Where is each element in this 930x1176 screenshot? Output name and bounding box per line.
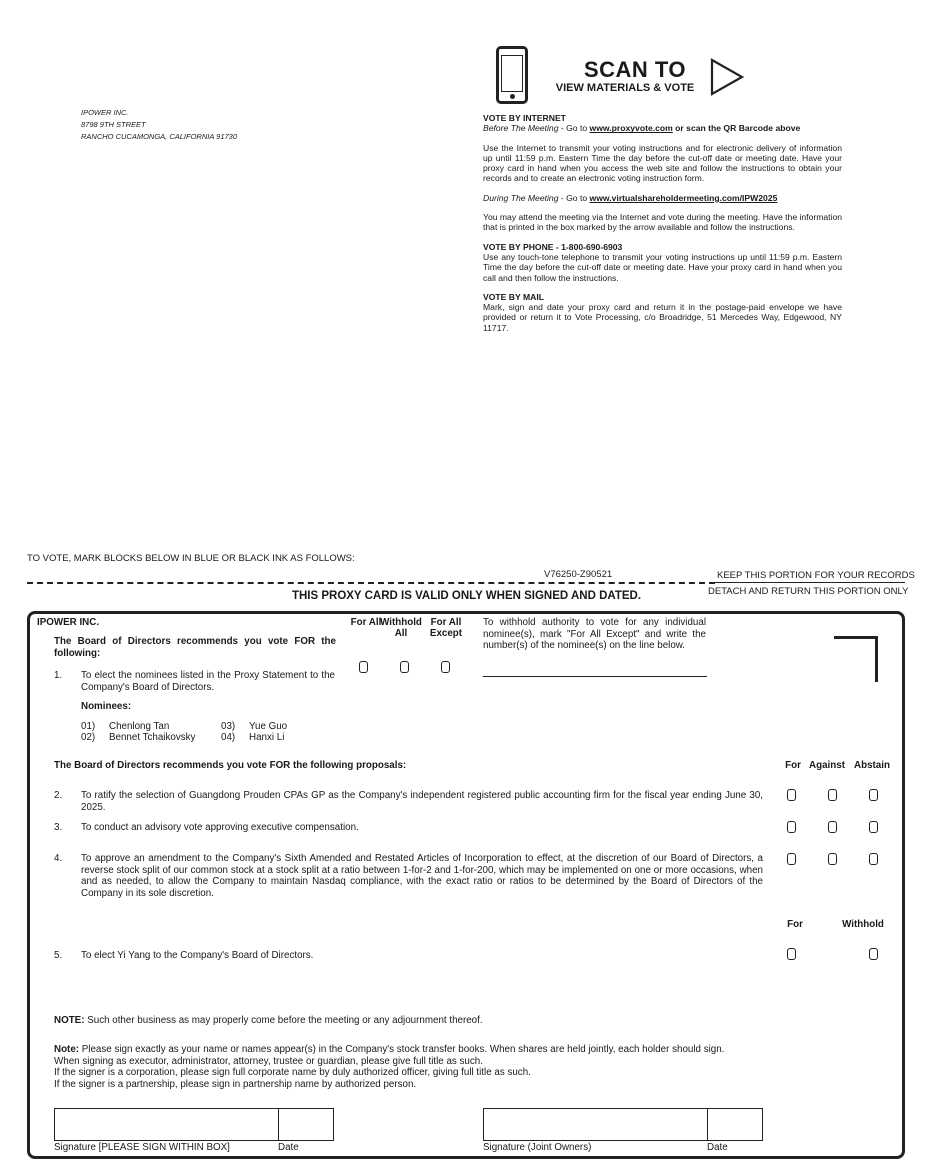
item5-text: To elect Yi Yang to the Company's Board of Directors. <box>81 950 314 961</box>
col-for: For <box>785 760 801 771</box>
proposal4-for-checkbox[interactable] <box>787 853 796 865</box>
vote-internet-section <box>483 113 842 333</box>
before-goto: - Go to <box>558 123 590 134</box>
col-withhold: Withhold <box>842 919 884 930</box>
note-line: If the signer is a corporation, please sign full corporate name by duly authorized officer, giving full title as such. <box>54 1067 531 1078</box>
col-abstain: Abstain <box>854 760 890 771</box>
proposals-recommendation: The Board of Directors recommends you vote FOR the following proposals: <box>54 760 407 771</box>
proxyvote-link[interactable]: www.proxyvote.com <box>589 123 673 134</box>
col-for-all-except: For All Except <box>429 617 463 639</box>
withhold-all-checkbox[interactable] <box>400 661 409 673</box>
proposal3-abstain-checkbox[interactable] <box>869 821 878 833</box>
col-withhold-all: Withhold All <box>380 617 422 639</box>
joint-signature-box[interactable] <box>483 1108 708 1141</box>
nominee-number: 01) <box>81 721 96 732</box>
col-for: For <box>787 919 803 930</box>
address-line: RANCHO CUCAMONGA, CALIFORNIA 91730 <box>81 132 238 141</box>
scan-title: SCAN TO <box>583 57 687 82</box>
proposal4-against-checkbox[interactable] <box>828 853 837 865</box>
return-address <box>81 107 237 143</box>
nominee-name: Yue Guo <box>249 721 288 732</box>
joint-signature-label: Signature (Joint Owners) <box>483 1142 592 1153</box>
withhold-note: To withhold authority to vote for any individual nominee(s), mark "For All Except" and write the number(s) of the nominee(s) on the line below. <box>483 617 706 651</box>
item5-withhold-checkbox[interactable] <box>869 948 878 960</box>
before-tail: or scan the QR Barcode above <box>672 123 801 134</box>
nominee-name: Chenlong Tan <box>109 721 170 732</box>
mail-body: Mark, sign and date your proxy card and return it in the postage-paid envelope we have provided or return it to Vote Processing, c/o Broadridge, 51 Mercedes Way, Edgewood, NY 11717. <box>483 302 842 333</box>
note-line: If the signer is a partnership, please sign in partnership name by authorized person. <box>54 1078 417 1090</box>
col-for-all: For All <box>350 617 382 628</box>
address-line: IPOWER INC. <box>81 108 129 117</box>
item1-text: To elect the nominees listed in the Proxy Statement to the Company's Board of Directors. <box>81 670 335 693</box>
item-number: 3. <box>54 822 63 833</box>
except-write-line[interactable] <box>483 676 707 677</box>
proposal2-for-checkbox[interactable] <box>787 789 796 801</box>
item-number: 1. <box>54 670 63 681</box>
note-other-business <box>54 1015 483 1027</box>
nominees-label: Nominees: <box>81 701 132 712</box>
date-box[interactable] <box>278 1108 334 1141</box>
item-number: 4. <box>54 853 63 864</box>
marking-instructions: TO VOTE, MARK BLOCKS BELOW IN BLUE OR BLACK INK AS FOLLOWS: <box>27 553 355 564</box>
play-arrow-icon <box>710 58 744 96</box>
signature-box[interactable] <box>54 1108 279 1141</box>
vote-mail-header: VOTE BY MAIL <box>483 291 544 302</box>
nominee-number: 04) <box>221 732 236 743</box>
during-meeting-label: During The Meeting <box>483 192 559 203</box>
note-text: Such other business as may properly come before the meeting or any adjournment thereof. <box>84 1015 483 1026</box>
date-label: Date <box>278 1142 299 1153</box>
signature-label: Signature [PLEASE SIGN WITHIN BOX] <box>54 1142 230 1153</box>
note-signing <box>54 1044 774 1090</box>
company-name: IPOWER INC. <box>37 617 100 628</box>
note-label: NOTE: <box>54 1015 85 1026</box>
board-recommendation: The Board of Directors recommends you vote FOR the following: <box>54 636 336 659</box>
before-meeting-line <box>483 123 842 133</box>
col-against: Against <box>809 760 845 771</box>
nominee-name: Hanxi Li <box>249 732 285 743</box>
for-all-checkbox[interactable] <box>359 661 368 673</box>
proposal3-against-checkbox[interactable] <box>828 821 837 833</box>
for-all-except-checkbox[interactable] <box>441 661 450 673</box>
detach-portion-text: DETACH AND RETURN THIS PORTION ONLY <box>708 586 909 597</box>
proposal-text: To approve an amendment to the Company's Sixth Amended and Restated Articles of Incorporation to effect, at the discretion of our Board of Directors, a reverse stock split of our common stock at a stock split at a ratio between 1-for-2 and 1-for-200, which may be implemented on one or more occasions, when and as needed, to allow the Company to maintain Nasdaq compliance, with the exact ratio or ratios to be determined by the Board of Directors of the Company in its sole discretion. <box>81 853 763 899</box>
scan-subtitle: VIEW MATERIALS & VOTE <box>555 82 695 94</box>
item-number: 2. <box>54 790 63 801</box>
nominee-name: Bennet Tchaikovsky <box>109 732 196 743</box>
during-body: You may attend the meeting via the Internet and vote during the meeting. Have the information that is printed in the box marked by the arrow available and follow the instructions. <box>483 212 842 233</box>
phone-icon <box>496 46 528 104</box>
nominee-number: 02) <box>81 732 96 743</box>
during-meeting-line <box>483 193 842 203</box>
virtual-meeting-link[interactable]: www.virtualshareholdermeeting.com/IPW2025 <box>589 192 778 203</box>
corner-mark <box>834 636 878 682</box>
vote-internet-header: VOTE BY INTERNET <box>483 113 566 123</box>
note-line: When signing as executor, administrator, attorney, trustee or guardian, please give full title as such. <box>54 1055 483 1067</box>
address-line: 8798 9TH STREET <box>81 120 146 129</box>
control-code: V76250-Z90521 <box>544 569 613 580</box>
proposal2-abstain-checkbox[interactable] <box>869 789 878 801</box>
keep-portion-text: KEEP THIS PORTION FOR YOUR RECORDS <box>717 570 915 581</box>
proposal2-against-checkbox[interactable] <box>828 789 837 801</box>
proposal-text: To conduct an advisory vote approving executive compensation. <box>81 822 359 833</box>
detach-line <box>27 582 715 584</box>
note-label: Note: <box>54 1044 80 1055</box>
during-goto: - Go to <box>558 192 590 203</box>
item5-for-checkbox[interactable] <box>787 948 796 960</box>
before-meeting-label: Before The Meeting <box>483 123 559 134</box>
note-line-text: Please sign exactly as your name or names appear(s) in the Company's stock transfer books. When shares are held jointly, each holder should sign. <box>79 1044 725 1055</box>
vote-phone-header: VOTE BY PHONE - 1-800-690-6903 <box>483 241 623 252</box>
proposal-text: To ratify the selection of Guangdong Prouden CPAs GP as the Company's independent registered public accounting firm for the fiscal year ending June 30, 2025. <box>81 790 763 813</box>
detach-line-solid <box>715 582 905 583</box>
phone-body: Use any touch-tone telephone to transmit your voting instructions up until 11:59 p.m. Eastern Time the day before the cut-off date or meeting date. Have your proxy card in hand when you call and then follow the instructions. <box>483 251 842 283</box>
joint-date-label: Date <box>707 1142 728 1153</box>
note-line <box>54 1044 774 1056</box>
proposal4-abstain-checkbox[interactable] <box>869 853 878 865</box>
internet-body: Use the Internet to transmit your voting instructions and for electronic delivery of information up until 11:59 p.m. Eastern Time the day before the cut-off date or meeting date. Have your proxy card in hand when you access the web site and follow the instructions to obtain your records and to create an electronic voting instruction form. <box>483 142 842 184</box>
valid-notice: THIS PROXY CARD IS VALID ONLY WHEN SIGNED AND DATED. <box>291 590 642 602</box>
joint-date-box[interactable] <box>707 1108 763 1141</box>
nominee-number: 03) <box>221 721 236 732</box>
item-number: 5. <box>54 950 63 961</box>
proposal3-for-checkbox[interactable] <box>787 821 796 833</box>
